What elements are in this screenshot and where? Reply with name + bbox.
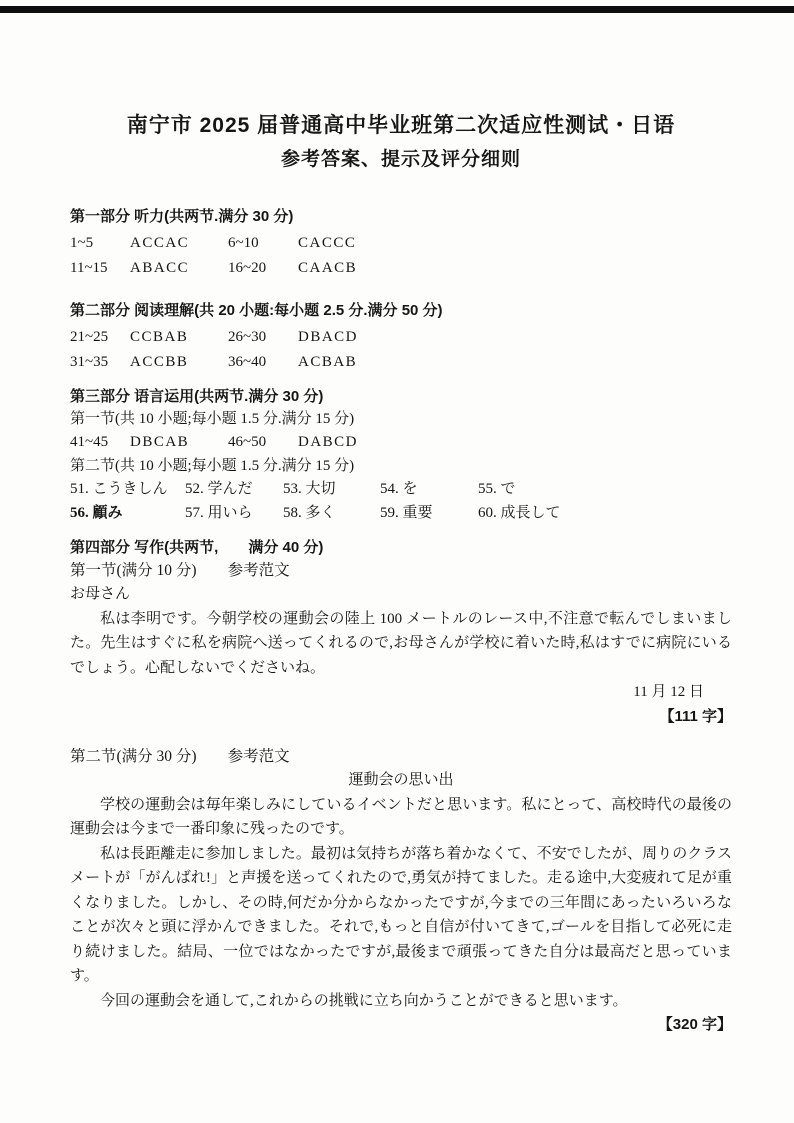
fill-in-answer: 57. 用いら [185, 505, 253, 521]
fill-in-answer: 55. で [478, 481, 516, 497]
essay-paragraph: 学校の運動会は毎年楽しみにしているイベントだと思います。私にとって、高校時代の最後の運動会は今まで一番印象に残ったのです。 [70, 796, 732, 837]
answer-row [70, 325, 732, 350]
question-range: 16~20 [228, 260, 267, 276]
answer-letters: ACCAC [130, 235, 190, 251]
essay-word-count: 【320 字】 [657, 1016, 732, 1033]
answer-letters: ACBAB [298, 354, 358, 370]
part3-section2-heading: 第二节(共 10 小题;每小题 1.5 分.满分 15 分) [70, 458, 355, 474]
essay-title: 運動会の思い出 [348, 772, 454, 788]
part4-section1-label: 第一节(满分 10 分) 参考范文 [70, 562, 290, 579]
answer-row [70, 231, 732, 256]
part1-answers [70, 231, 732, 281]
essay-paragraph: 今回の運動会を通して,これからの挑戦に立ち向かうことができると思います。 [100, 992, 628, 1009]
letter-date: 11 月 12 日 [633, 684, 704, 700]
question-range: 21~25 [70, 329, 109, 345]
answer-letters: CAACB [298, 260, 358, 276]
letter-salutation: お母さん [70, 586, 131, 602]
part3-section1-heading: 第一节(共 10 小题;每小题 1.5 分.满分 15 分) [70, 411, 355, 427]
answer-letters: ABACC [130, 260, 190, 276]
answer-letters: CACCC [298, 235, 357, 251]
answer-letters: CCBAB [130, 329, 189, 345]
fill-in-answer: 52. 学んだ [185, 481, 253, 497]
part3-heading: 第三部分 语言运用(共两节.满分 30 分) [70, 388, 324, 405]
question-range: 26~30 [228, 329, 267, 345]
answer-row [70, 430, 732, 455]
essay-paragraph: 私は長距離走に参加しました。最初は気持ちが落ち着かなくて、不安でしたが、周りのクラスメートが「がんばれ!」と声援を送ってくれたので,勇気が持てました。走る途中,大変疲れて足が重くなりました。しかし、その時,何だか分からなかったですが,今までの三年間にあったいろいろなことが次々と頭に浮かんできました。それで,もっと自信が付いてきて,ゴールを目指して必死に走り続けました。結局、一位ではなかったですが,最後まで頑張ってきた自分は最高だと思っています。 [70, 845, 732, 984]
answer-row [70, 350, 732, 375]
question-range: 11~15 [70, 260, 108, 276]
part4-heading: 第四部分 写作(共两节, 满分 40 分) [70, 539, 324, 556]
answer-letters: DBCAB [130, 434, 190, 450]
part2-answers [70, 325, 732, 375]
fill-in-answer: 53. 大切 [283, 481, 336, 497]
question-range: 1~5 [70, 235, 94, 251]
part2-heading: 第二部分 阅读理解(共 20 小题:每小题 2.5 分.满分 50 分) [70, 302, 443, 319]
question-range: 6~10 [228, 235, 259, 251]
fill-in-answer: 58. 多く [283, 505, 336, 521]
fill-in-answer: 54. を [380, 481, 418, 497]
question-range: 31~35 [70, 354, 109, 370]
question-range: 41~45 [70, 434, 109, 450]
question-range: 36~40 [228, 354, 267, 370]
fill-in-answers-row [70, 501, 732, 525]
fill-in-answer: 60. 成長して [478, 505, 561, 521]
answer-letters: ACCBB [130, 354, 189, 370]
answer-letters: DABCD [298, 434, 359, 450]
fill-in-answer: 51. こうきしん [70, 481, 168, 497]
fill-in-answer: 59. 重要 [380, 505, 433, 521]
fill-in-answer: 56. 顧み [70, 505, 123, 521]
part1-heading: 第一部分 听力(共两节.满分 30 分) [70, 208, 294, 225]
question-range: 46~50 [228, 434, 267, 450]
exam-title: 南宁市 2025 届普通高中毕业班第二次适应性测试・日语 [126, 114, 676, 137]
fill-in-answers-row [70, 477, 732, 501]
answer-row [70, 256, 732, 281]
exam-subtitle: 参考答案、提示及评分细则 [280, 149, 521, 170]
answer-letters: DBACD [298, 329, 359, 345]
letter-word-count: 【111 字】 [659, 707, 732, 725]
part4-section2-label: 第二节(满分 30 分) 参考范文 [70, 748, 290, 765]
letter-body: 私は李明です。今朝学校の運動会の陸上 100 メートルのレース中,不注意で転んでしまいました。先生はすぐに私を病院へ送ってくれるので,お母さんが学校に着いた時,私はすでに病院にいるでしょう。心配しないでくださいね。 [70, 610, 732, 676]
